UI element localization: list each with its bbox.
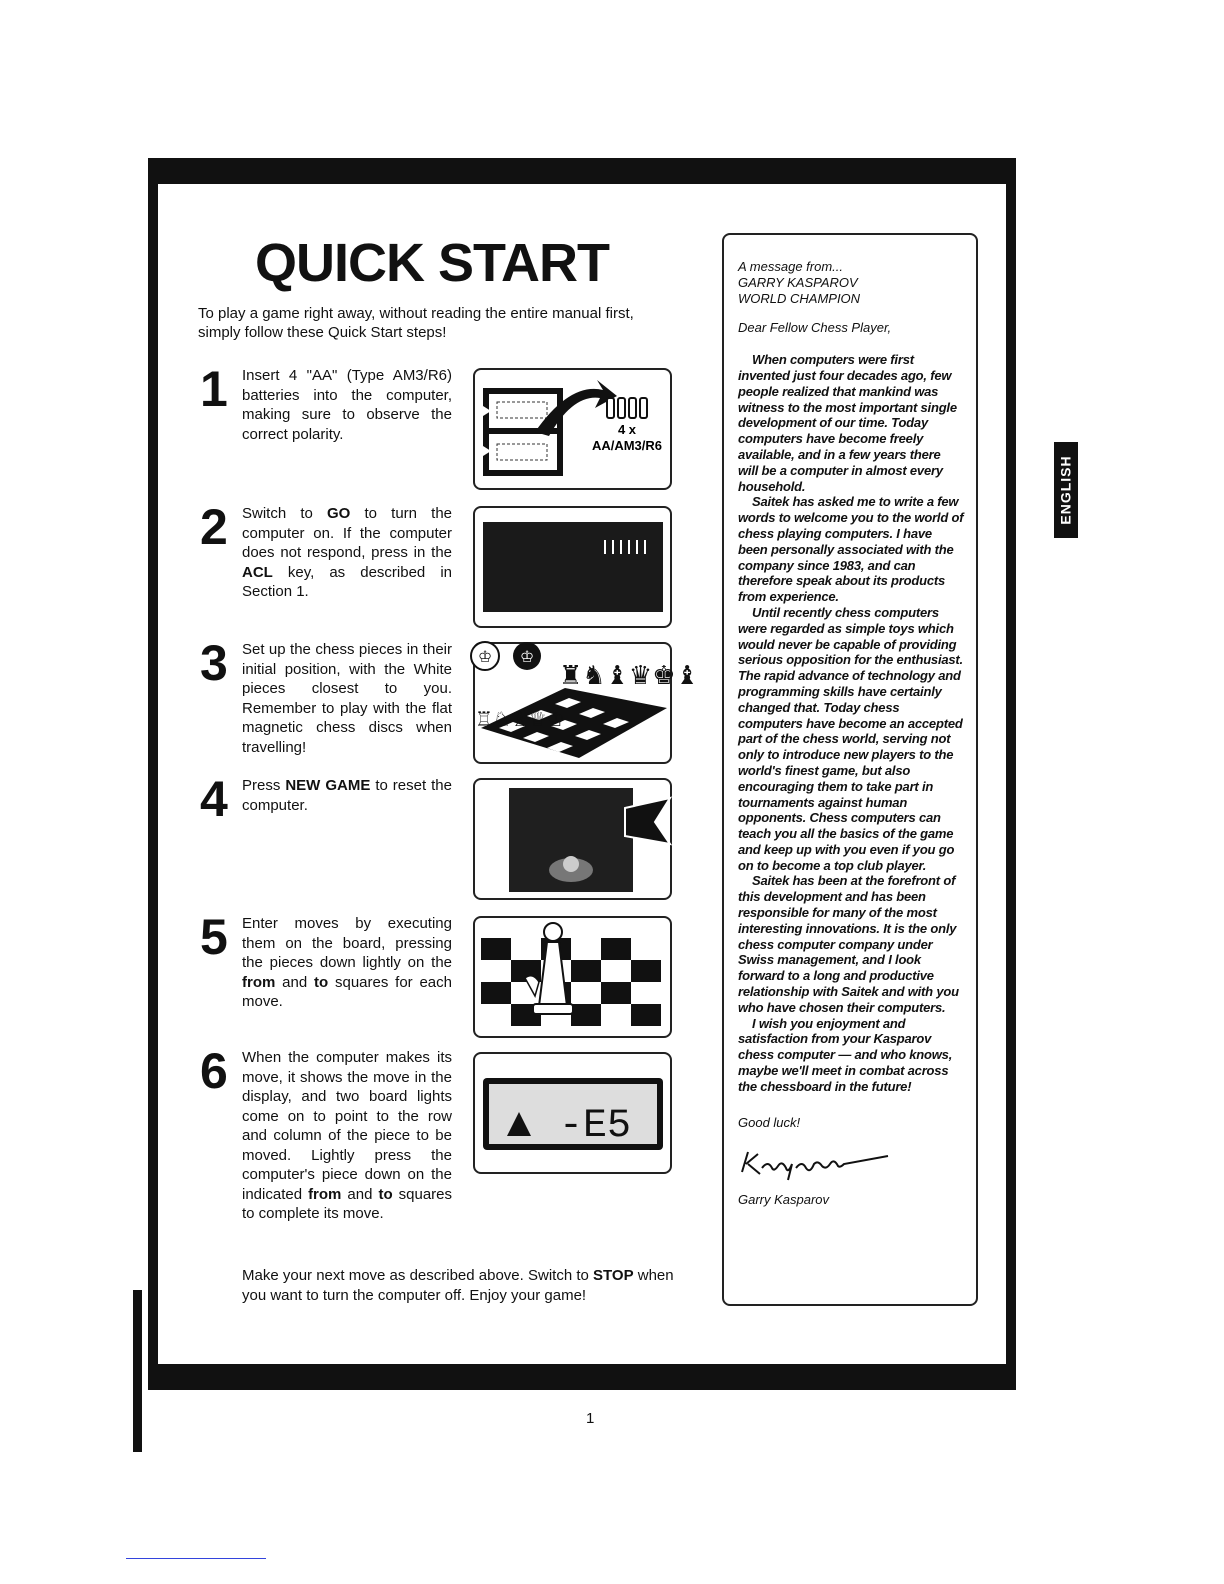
step-text-3: Set up the chess pieces in their initial position, with the White pieces closest to you. Remember to play with the flat magnetic chess discs when travelling! <box>242 641 452 756</box>
step-text-6: When the computer makes its move, it shows the move in the display, and two board lights come on to point to the row and column of the piece to be moved. Lightly press the computer's piece down on the indicated from and to squares to complete its move. <box>242 1049 452 1222</box>
footer-rule <box>126 1558 266 1559</box>
message-header <box>738 259 964 306</box>
battery-quantity-label: 4 x <box>617 422 637 437</box>
display-illustration <box>473 506 672 628</box>
step-number-5: 5 <box>200 909 228 965</box>
step-text-5: Enter moves by executing them on the board, pressing the pieces down lightly on the from and to squares for each move. <box>242 915 452 1010</box>
chessboard-illustration <box>473 642 699 764</box>
new-game-illustration <box>473 778 672 900</box>
step-number-2: 2 <box>200 499 228 555</box>
kasparov-message-box <box>722 233 978 1306</box>
language-tab <box>1054 442 1078 538</box>
page-title: QUICK START <box>255 233 609 293</box>
pawn-move-illustration <box>473 916 672 1038</box>
svg-text:♔: ♔ <box>519 649 535 666</box>
display-readout: -E5 <box>558 1104 632 1149</box>
signed-name: Garry Kasparov <box>738 1192 830 1208</box>
svg-text:♜♞♝♛♚♝: ♜♞♝♛♚♝ <box>559 660 699 690</box>
step-text-2: Switch to GO to turn the computer on. If the computer does not respond, press in the ACL key, as described in Section 1. <box>242 505 452 600</box>
signature-image <box>738 1144 964 1188</box>
svg-text:♔: ♔ <box>477 649 493 666</box>
svg-text:♖♘♗♕♔: ♖♘♗♕♔ <box>475 709 565 731</box>
message-paragraph: I wish you enjoyment and satisfaction from your Kasparov chess computer — and who knows, maybe we'll meet in combat across the chessboard in the future! <box>738 1015 953 1094</box>
message-body <box>738 352 964 1094</box>
step-text-4: Press NEW GAME to reset the computer. <box>242 777 452 814</box>
move-display-illustration <box>473 1052 672 1174</box>
message-paragraph: Until recently chess computers were regarded as simple toys which would never be capable of providing serious opposition for the enthusiast. The rapid advance of technology and programming skills have certainly changed that. Today chess computers have become an accepted part of the chess world, serving not only to introduce new players to the world's finest game, but also encouraging them to take part in tournaments against human opponents. Chess computers can teach you all the basics of the game and keep up with you even if you go on to become a top club player. <box>738 604 963 873</box>
battery-type-label: AA/AM3/R6 <box>591 438 663 453</box>
message-from-label: A message from... <box>738 259 843 274</box>
page-number: 1 <box>586 1410 595 1427</box>
battery-illustration <box>473 368 672 490</box>
message-paragraph: Saitek has asked me to write a few words to welcome you to the world of chess playing computers. I have been personally associated with the company since 1983, and can therefore speak about its products from experience. <box>738 494 964 605</box>
step-text-1: Insert 4 "AA" (Type AM3/R6) batteries into the computer, making sure to observe the correct polarity. <box>242 367 452 443</box>
message-paragraph: When computers were first invented just four decades ago, few people realized that mankind was witness to the most important single development of our time. Today computers have become freely available, and in a few years there will be a computer in almost every household. <box>738 352 957 494</box>
language-tab-label: ENGLISH <box>1058 455 1075 525</box>
intro-text: To play a game right away, without reading the entire manual first, simply follow these Quick Start steps! <box>198 305 634 341</box>
message-from-name: GARRY KASPAROV <box>738 274 858 290</box>
closing-instructions: Make your next move as described above. Switch to STOP when you want to turn the computer off. Enjoy your game! <box>242 1267 674 1304</box>
step-number-1: 1 <box>200 361 228 417</box>
step-number-4: 4 <box>200 771 228 827</box>
step-number-3: 3 <box>200 635 228 691</box>
message-closing: Good luck! <box>738 1114 801 1130</box>
message-salutation: Dear Fellow Chess Player, <box>738 320 892 336</box>
frame-binding-bar <box>133 1290 142 1452</box>
message-paragraph: Saitek has been at the forefront of this development and has been responsible for many of the most interesting innovations. It is the only chess computer company under Swiss management, and I look forward to a long and productive relationship with Saitek and with you who have chosen their computers. <box>738 873 959 1015</box>
step-number-6: 6 <box>200 1043 228 1099</box>
message-from-title: WORLD CHAMPION <box>738 290 861 306</box>
